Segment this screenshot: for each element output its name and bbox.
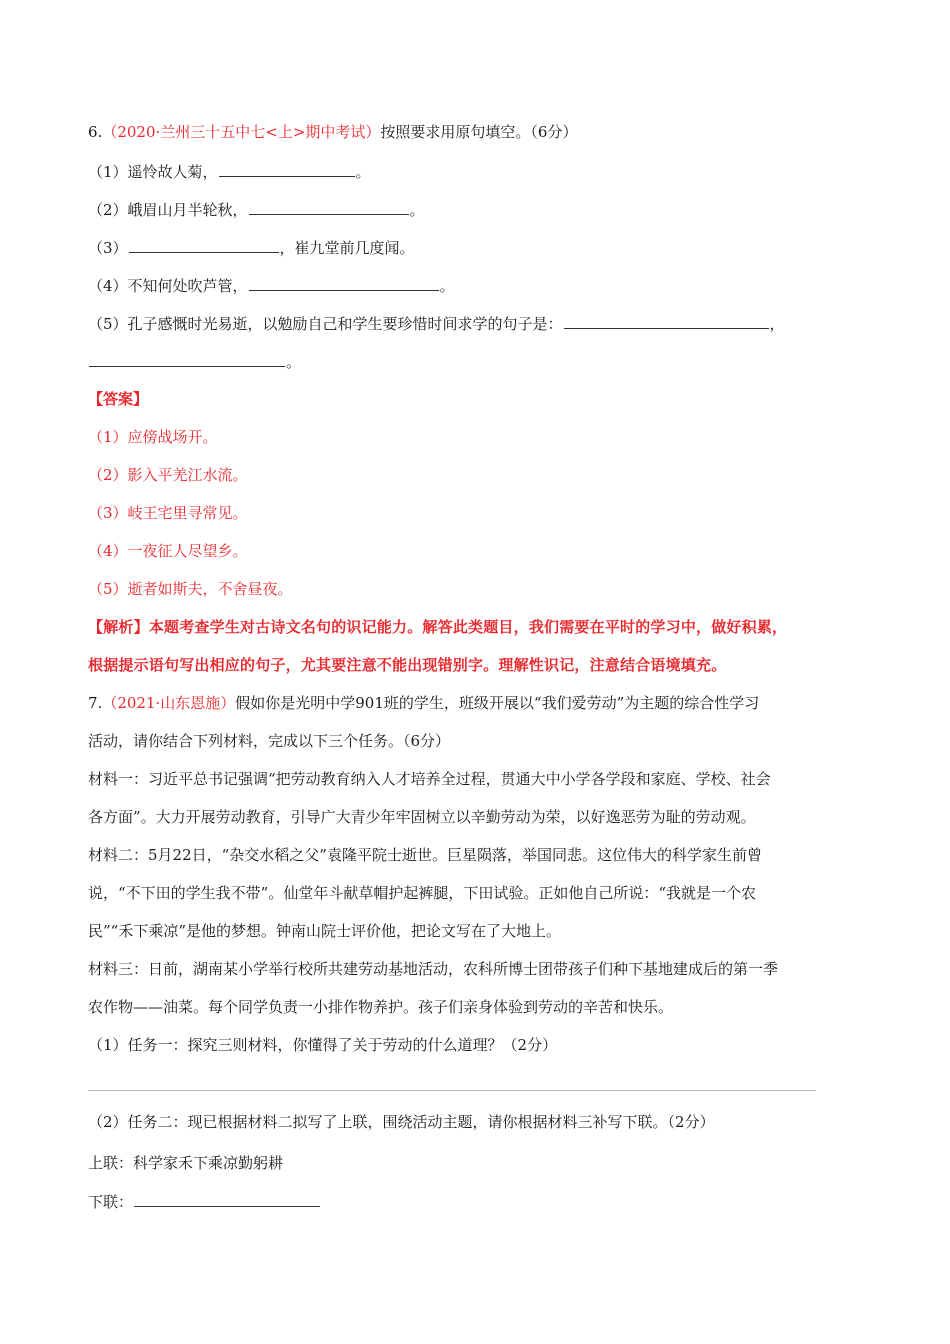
q6-item-3 xyxy=(88,236,415,259)
q6-item-4-blank[interactable] xyxy=(249,274,439,291)
q6-item-5-blank-1[interactable] xyxy=(564,312,769,329)
lower-couplet-blank[interactable] xyxy=(134,1190,320,1207)
material-2-line-1: 材料二：5月22日，“杂交水稻之父”袁隆平院士逝世。巨星陨落，举国同悲。这位伟大的科学家生前曾 xyxy=(88,846,762,864)
upper-couplet: 上联：科学家禾下乘凉勤躬耕 xyxy=(88,1154,284,1172)
q6-item-2-end: 。 xyxy=(409,201,425,219)
q6-item-5-text: （5）孔子感慨时光易逝，以勉励自己和学生要珍惜时间求学的句子是： xyxy=(88,315,563,333)
q6-item-3-end: ，崔九堂前几度闻。 xyxy=(279,239,415,257)
q6-number: 6. xyxy=(88,123,103,141)
q6-item-5-blank-2[interactable] xyxy=(89,350,285,367)
lower-couplet xyxy=(88,1190,321,1213)
q6-item-3-blank[interactable] xyxy=(129,236,279,253)
q6-item-4-end: 。 xyxy=(439,277,455,295)
answer-line-3: （3）岐王宅里寻常见。 xyxy=(88,504,248,522)
analysis-label: 【解析】 xyxy=(88,618,149,636)
q6-item-2-text: （2）峨眉山月半轮秋， xyxy=(88,201,248,219)
q6-item-4-text: （4）不知何处吹芦管， xyxy=(88,277,248,295)
material-1-line-1: 材料一：习近平总书记强调“把劳动教育纳入人才培养全过程，贯通大中小学各学段和家庭、学校、社会 xyxy=(88,770,771,788)
answer-line-5: （5）逝者如斯夫，不舍昼夜。 xyxy=(88,580,293,598)
q7-number: 7. xyxy=(88,694,103,712)
answer-line-4: （4）一夜征人尽望乡。 xyxy=(88,542,248,560)
q6-item-5-end: 。 xyxy=(286,353,302,371)
analysis-line-1 xyxy=(88,616,787,638)
q6-item-4 xyxy=(88,274,455,297)
q7-intro-2: 活动，请你结合下列材料，完成以下三个任务。（6分） xyxy=(88,732,451,750)
answer-label: 【答案】 xyxy=(88,390,149,408)
material-2-line-3: 民”“禾下乘凉”是他的梦想。钟南山院士评价他，把论文写在了大地上。 xyxy=(88,922,562,940)
material-1-line-2: 各方面”。大力开展劳动教育，引导广大青少年牢固树立以辛勤劳动为荣，以好逸恶劳为耻的劳动观。 xyxy=(88,808,756,826)
q6-item-5 xyxy=(88,312,785,335)
q6-heading xyxy=(88,121,577,143)
answer-line-1: （1）应傍战场开。 xyxy=(88,428,218,446)
q6-item-1 xyxy=(88,160,371,183)
lower-couplet-label: 下联： xyxy=(88,1193,134,1211)
q6-source: （2020·兰州三十五中七<上>期中考试） xyxy=(102,123,381,141)
q6-item-1-end: 。 xyxy=(355,163,371,181)
task-1: （1）任务一：探究三则材料，你懂得了关于劳动的什么道理？（2分） xyxy=(88,1036,558,1054)
material-2-line-2: 说，“不下田的学生我不带”。仙堂年斗献草帽护起裤腿，下田试验。正如他自己所说：“我就是一个农 xyxy=(88,884,757,902)
q6-item-5-cont xyxy=(88,350,301,373)
q6-item-1-text: （1）遥怜故人菊， xyxy=(88,163,218,181)
q6-item-2-blank[interactable] xyxy=(249,198,409,215)
task-1-answer-line[interactable] xyxy=(88,1090,816,1091)
material-3-line-2: 农作物——油菜。每个同学负责一小排作物养护。孩子们亲身体验到劳动的辛苦和快乐。 xyxy=(88,998,674,1016)
q7-source: （2021·山东恩施） xyxy=(102,694,236,712)
material-3-line-1: 材料三：日前，湖南某小学举行校所共建劳动基地活动，农科所博士团带孩子们种下基地建成后的第一季 xyxy=(88,960,779,978)
q6-item-3-text: （3） xyxy=(88,239,128,257)
task-2: （2）任务二：现已根据材料二拟写了上联，围绕活动主题，请你根据材料三补写下联。（2分） xyxy=(88,1113,715,1131)
q6-prompt: 按照要求用原句填空。（6分） xyxy=(380,123,578,141)
q7-intro-1: 假如你是光明中学901班的学生，班级开展以“我们爱劳动”为主题的综合性学习 xyxy=(235,694,760,712)
q6-item-2 xyxy=(88,198,425,221)
q7-heading xyxy=(88,692,759,714)
q6-item-1-blank[interactable] xyxy=(219,160,355,177)
answer-line-2: （2）影入平羌江水流。 xyxy=(88,466,248,484)
q6-item-5-comma: ， xyxy=(769,315,785,333)
analysis-line-2: 根据提示语句写出相应的句子，尤其要注意不能出现错别字。理解性识记，注意结合语境填充。 xyxy=(88,656,727,674)
analysis-text-1: 本题考查学生对古诗文名句的识记能力。解答此类题目，我们需要在平时的学习中，做好积累， xyxy=(148,618,788,636)
